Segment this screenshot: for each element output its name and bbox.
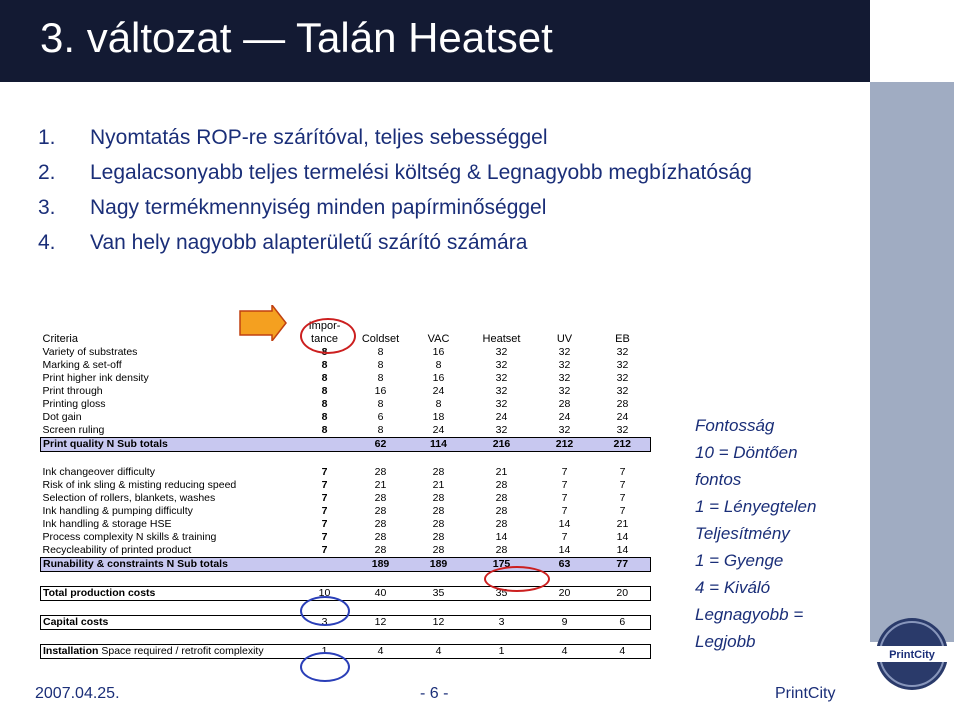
row-cell: 7 — [321, 518, 328, 530]
row-label: Runability & constraints N Sub totals — [41, 558, 297, 572]
highlight-oval-production — [300, 596, 350, 626]
row-cell: 24 — [432, 424, 445, 436]
row-cell: 14 — [558, 544, 571, 556]
row-cell: 35 — [469, 587, 535, 601]
list-number: 3. — [38, 196, 56, 219]
row-cell: 3 — [469, 616, 535, 630]
row-label-rest: Space required / retrofit complexity — [98, 645, 264, 657]
row-cell: 10 — [297, 587, 353, 601]
row-cell: 7 — [619, 505, 626, 517]
row-cell: 32 — [616, 385, 629, 397]
footer-page: - 6 - — [420, 685, 449, 702]
row-cell: 7 — [561, 479, 568, 491]
row-cell: 16 — [432, 346, 445, 358]
note-line: Fontosság — [695, 416, 775, 435]
title-bar — [0, 0, 870, 82]
row-cell: 32 — [616, 359, 629, 371]
col-header: VAC — [427, 333, 450, 345]
row-cell: 32 — [495, 359, 508, 371]
row-cell: 8 — [377, 372, 384, 384]
row-cell: 4 — [535, 645, 595, 659]
note-line: Teljesítmény — [695, 524, 790, 543]
row-cell: 7 — [321, 544, 328, 556]
list-text: Van hely nagyobb alapterületű szárító számára — [90, 231, 528, 254]
table-row — [41, 544, 651, 558]
row-label: Process complexity N skills & training — [42, 531, 217, 543]
row-cell: 32 — [558, 346, 571, 358]
row-cell: 7 — [561, 505, 568, 517]
row-cell: 28 — [374, 518, 387, 530]
row-cell: 28 — [374, 505, 387, 517]
list-text: Nyomtatás ROP-re szárítóval, teljes sebességgel — [90, 126, 548, 149]
row-cell: 28 — [432, 466, 445, 478]
row-cell: 32 — [616, 424, 629, 436]
list-item — [38, 125, 798, 151]
row-cell: 32 — [495, 398, 508, 410]
row-cell: 28 — [432, 492, 445, 504]
note-line: Legnagyobb = — [695, 605, 804, 624]
row-cell: 32 — [495, 346, 508, 358]
row-label: Print quality N Sub totals — [41, 438, 297, 452]
row-cell: 7 — [561, 531, 568, 543]
row-label-bold: Installation — [43, 645, 99, 657]
note-line: 1 = Lényegtelen — [695, 497, 817, 516]
list-item — [38, 160, 798, 186]
slide-title: 3. változat — Talán Heatset — [40, 14, 553, 61]
row-cell: 32 — [558, 359, 571, 371]
row-cell: 21 — [495, 466, 508, 478]
highlight-oval-installation — [300, 652, 350, 682]
row-cell: 24 — [495, 411, 508, 423]
row-cell: 8 — [321, 385, 328, 397]
row-cell: 14 — [495, 531, 508, 543]
note-line: Legjobb — [695, 632, 756, 651]
runability-rows — [41, 466, 651, 558]
row-cell: 8 — [321, 411, 328, 423]
table-row — [41, 479, 651, 492]
col-header: UV — [556, 333, 573, 345]
row-cell: 212 — [595, 438, 651, 452]
row-cell: 24 — [616, 411, 629, 423]
row-cell: 16 — [432, 372, 445, 384]
row-cell: 32 — [558, 385, 571, 397]
quality-subtotal-row — [41, 438, 651, 452]
row-cell: 20 — [595, 587, 651, 601]
row-label: Variety of substrates — [42, 346, 138, 358]
row-cell: 7 — [619, 479, 626, 491]
row-cell: 7 — [321, 479, 328, 491]
row-cell: 18 — [432, 411, 445, 423]
row-cell: 28 — [432, 518, 445, 530]
row-cell: 28 — [374, 466, 387, 478]
row-label: Risk of ink sling & misting reducing speed — [42, 479, 237, 491]
col-header: Coldset — [361, 333, 400, 345]
right-strip-top — [870, 0, 954, 82]
row-cell: 8 — [321, 372, 328, 384]
row-cell: 21 — [616, 518, 629, 530]
row-cell: 189 — [409, 558, 469, 572]
row-cell: 28 — [495, 492, 508, 504]
row-cell: 20 — [535, 587, 595, 601]
list-number: 4. — [38, 231, 56, 254]
table-row — [41, 424, 651, 438]
row-cell: 4 — [409, 645, 469, 659]
installation-row — [41, 645, 651, 659]
row-cell: 7 — [321, 531, 328, 543]
row-cell: 16 — [374, 385, 387, 397]
importance-header-line2: tance — [311, 333, 338, 345]
row-cell: 28 — [432, 505, 445, 517]
row-cell: 8 — [321, 359, 328, 371]
row-cell: 28 — [495, 479, 508, 491]
row-cell: 7 — [321, 492, 328, 504]
runability-subtotal-row — [41, 558, 651, 572]
row-cell: 35 — [409, 587, 469, 601]
row-cell — [297, 558, 353, 572]
criteria-header: Criteria — [42, 333, 78, 345]
row-cell: 32 — [495, 372, 508, 384]
row-cell: 8 — [321, 424, 328, 436]
row-cell: 32 — [558, 372, 571, 384]
row-cell: 28 — [616, 398, 629, 410]
numbered-list — [38, 125, 798, 265]
row-cell: 12 — [409, 616, 469, 630]
row-cell: 24 — [558, 411, 571, 423]
table-row — [41, 411, 651, 424]
table-row — [41, 505, 651, 518]
list-item — [38, 195, 798, 221]
row-label: Ink handling & pumping difficulty — [42, 505, 193, 517]
row-cell: 12 — [353, 616, 409, 630]
row-cell: 212 — [535, 438, 595, 452]
table-row — [41, 359, 651, 372]
row-cell: 32 — [558, 424, 571, 436]
row-cell: 8 — [321, 346, 328, 358]
note-line: 4 = Kiváló — [695, 578, 771, 597]
row-label: Recycleability of printed product — [42, 544, 192, 556]
row-cell: 175 — [469, 558, 535, 572]
row-cell: 7 — [321, 505, 328, 517]
note-line: fontos — [695, 470, 742, 489]
table-row — [41, 372, 651, 385]
row-cell: 7 — [321, 466, 328, 478]
row-cell: 8 — [321, 398, 328, 410]
row-cell: 6 — [377, 411, 384, 423]
spacer-row — [41, 452, 651, 467]
row-cell: 28 — [374, 544, 387, 556]
col-header: Heatset — [482, 333, 521, 345]
row-cell: 28 — [432, 544, 445, 556]
highlight-oval-heatset-total — [484, 566, 550, 592]
row-cell: 14 — [558, 518, 571, 530]
row-label: Capital costs — [41, 616, 297, 630]
row-cell: 63 — [535, 558, 595, 572]
row-cell: 21 — [432, 479, 445, 491]
right-decor-strip — [870, 82, 954, 642]
row-label: Selection of rollers, blankets, washes — [42, 492, 216, 504]
printcity-logo-icon — [873, 615, 951, 693]
row-cell: 40 — [353, 587, 409, 601]
spacer-row — [41, 630, 651, 645]
row-cell: 3 — [297, 616, 353, 630]
quality-rows — [41, 346, 651, 438]
row-cell: 32 — [495, 385, 508, 397]
row-label: Total production costs — [41, 587, 297, 601]
row-label: Screen ruling — [42, 424, 105, 436]
row-cell: 216 — [469, 438, 535, 452]
table-row — [41, 385, 651, 398]
row-cell: 1 — [297, 645, 353, 659]
row-cell: 62 — [353, 438, 409, 452]
row-cell: 8 — [377, 424, 384, 436]
row-label: Marking & set-off — [42, 359, 122, 371]
note-line: 1 = Gyenge — [695, 551, 784, 570]
row-cell: 32 — [616, 346, 629, 358]
row-cell: 7 — [561, 492, 568, 504]
row-cell: 9 — [535, 616, 595, 630]
row-cell: 77 — [595, 558, 651, 572]
table-row — [41, 492, 651, 505]
row-cell: 7 — [619, 492, 626, 504]
row-cell: 1 — [469, 645, 535, 659]
row-cell: 14 — [616, 531, 629, 543]
list-number: 1. — [38, 126, 56, 149]
row-cell: 4 — [595, 645, 651, 659]
highlight-oval-importance — [300, 318, 356, 354]
svg-text:PrintCity: PrintCity — [889, 649, 935, 661]
row-cell: 6 — [595, 616, 651, 630]
table-row — [41, 466, 651, 479]
note-line: 10 = Döntően — [695, 443, 798, 462]
row-cell: 8 — [435, 398, 442, 410]
row-cell: 28 — [495, 544, 508, 556]
row-cell: 14 — [616, 544, 629, 556]
list-text: Nagy termékmennyiség minden papírminőséggel — [90, 196, 547, 219]
row-cell: 8 — [377, 359, 384, 371]
row-cell: 28 — [495, 518, 508, 530]
row-cell: 28 — [432, 531, 445, 543]
row-cell: 21 — [374, 479, 387, 491]
row-cell: 8 — [377, 398, 384, 410]
row-cell: 32 — [495, 424, 508, 436]
row-label: Print higher ink density — [42, 372, 149, 384]
row-cell: 24 — [432, 385, 445, 397]
row-cell: 28 — [374, 492, 387, 504]
row-cell: 8 — [435, 359, 442, 371]
importance-header-line1: Impor- — [308, 320, 341, 332]
row-cell: 28 — [374, 531, 387, 543]
table-row — [41, 518, 651, 531]
spacer-row — [41, 572, 651, 587]
table-row — [41, 531, 651, 544]
row-cell: 114 — [409, 438, 469, 452]
row-cell: 4 — [353, 645, 409, 659]
row-cell: 7 — [561, 466, 568, 478]
table-row — [41, 398, 651, 411]
row-label: Printing gloss — [42, 398, 106, 410]
row-label: Print through — [42, 385, 103, 397]
footer-date: 2007.04.25. — [35, 685, 120, 702]
footer-brand: PrintCity — [775, 685, 836, 702]
row-cell: 28 — [495, 505, 508, 517]
row-cell — [297, 438, 353, 452]
col-header: EB — [615, 333, 630, 345]
row-label — [41, 645, 297, 659]
row-label: Ink changeover difficulty — [42, 466, 155, 478]
list-text: Legalacsonyabb teljes termelési költség & Legnagyobb megbízhatóság — [90, 161, 752, 184]
list-number: 2. — [38, 161, 56, 184]
list-item — [38, 230, 798, 256]
row-cell: 32 — [616, 372, 629, 384]
production-costs-row — [41, 587, 651, 601]
row-cell: 28 — [558, 398, 571, 410]
row-cell: 8 — [377, 346, 384, 358]
row-label: Ink handling & storage HSE — [42, 518, 172, 530]
row-cell: 7 — [619, 466, 626, 478]
side-notes — [695, 412, 865, 655]
row-label: Dot gain — [42, 411, 82, 423]
row-cell: 189 — [353, 558, 409, 572]
